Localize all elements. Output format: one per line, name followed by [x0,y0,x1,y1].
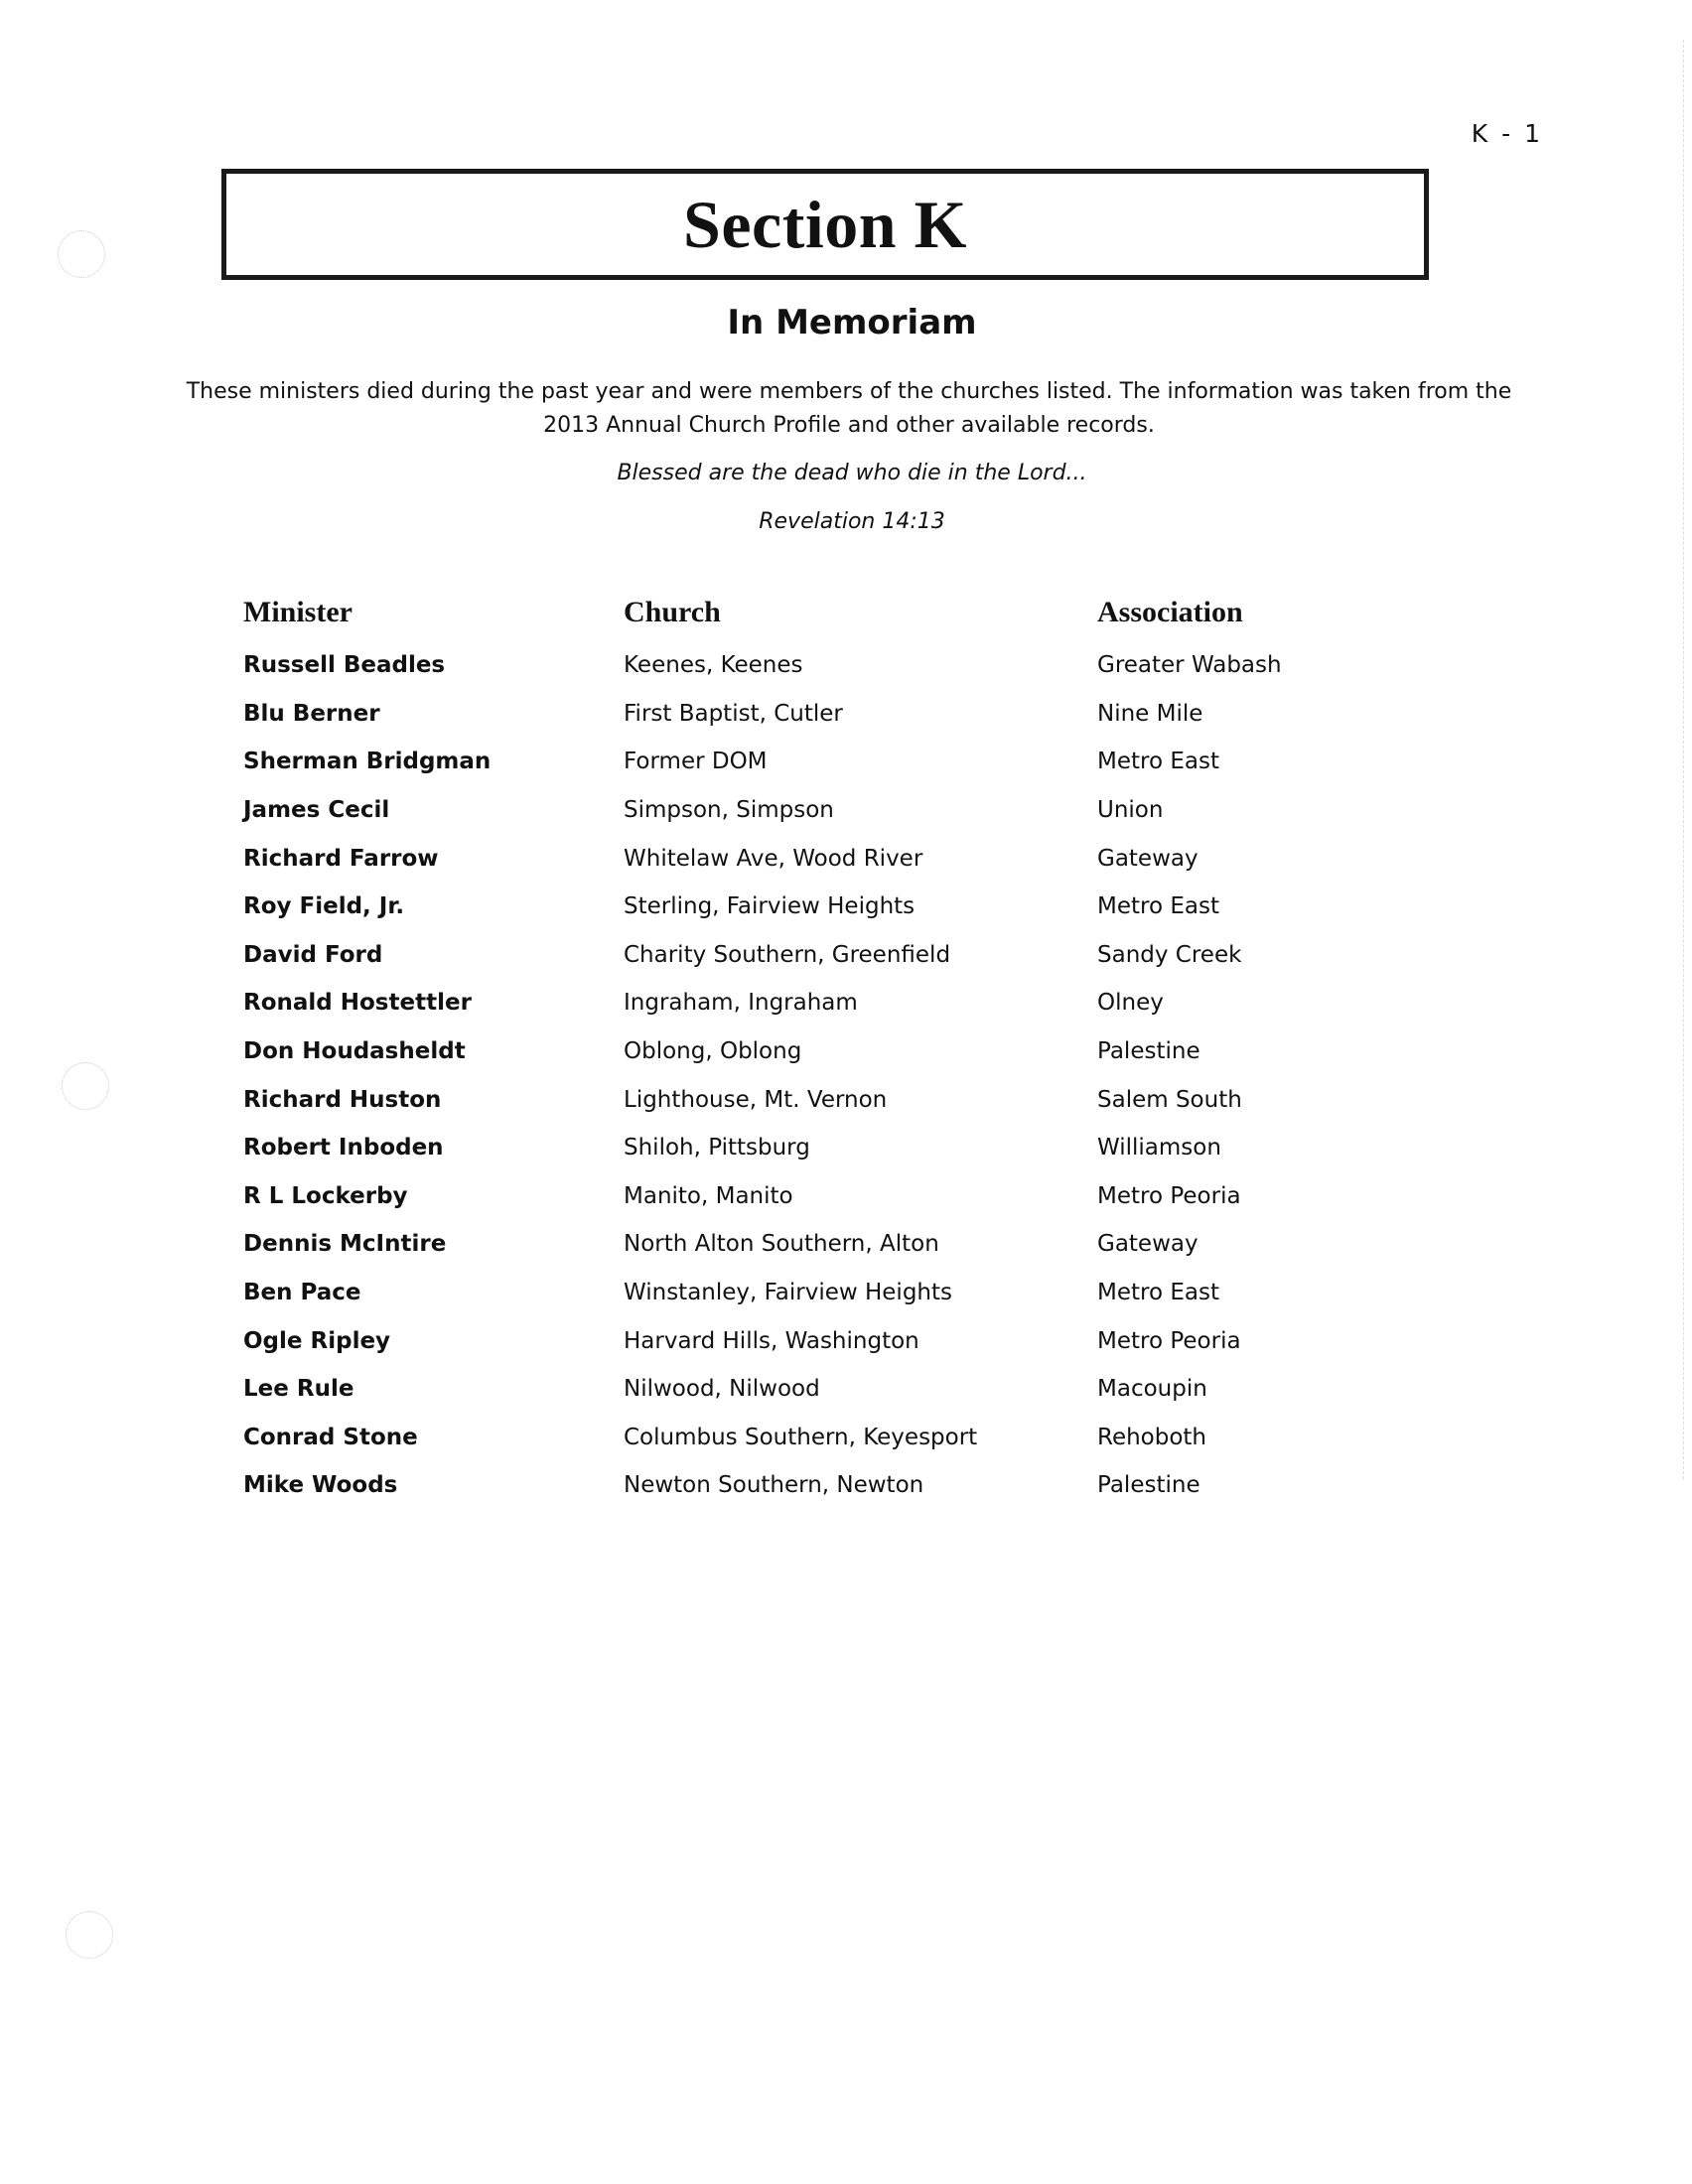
association-name: Palestine [1097,1038,1200,1065]
scan-edge-line [1683,40,1684,1479]
association-name: Williamson [1097,1135,1221,1161]
association-name: Gateway [1097,845,1198,872]
table-row [243,1220,1355,1269]
association-name: Union [1097,797,1164,824]
table-row [243,1365,1355,1414]
minister-name: Ogle Ripley [243,1327,391,1354]
church-name: North Alton Southern, Alton [624,1231,939,1258]
verse-text: Blessed are the dead who die in the Lord... [617,461,1087,485]
church-name: Nilwood, Nilwood [624,1376,820,1403]
church-name: Columbus Southern, Keyesport [624,1424,978,1450]
header-association: Association [1097,596,1243,628]
minister-name: Ronald Hostettler [243,990,472,1017]
minister-name: Dennis McIntire [243,1231,447,1258]
church-name: Keenes, Keenes [624,652,803,679]
page-number: K - 1 [1471,119,1543,148]
table-body [243,641,1355,1510]
minister-name: David Ford [243,941,383,968]
association-name: Sandy Creek [1097,941,1242,968]
minister-name: Richard Huston [243,1086,442,1113]
verse-reference: Revelation 14:13 [759,509,945,534]
association-name: Salem South [1097,1086,1242,1113]
minister-name: R L Lockerby [243,1182,408,1209]
association-name: Metro Peoria [1097,1182,1241,1209]
minister-name: James Cecil [243,797,390,824]
association-name: Metro East [1097,893,1219,920]
table-row [243,690,1355,739]
minister-name: Conrad Stone [243,1424,418,1450]
header-church: Church [624,596,721,628]
table-row [243,1075,1355,1124]
minister-name: Don Houdasheldt [243,1038,466,1065]
minister-name: Blu Berner [243,700,380,727]
association-name: Palestine [1097,1472,1200,1499]
table-row [243,979,1355,1027]
table-row [243,641,1355,690]
association-name: Greater Wabash [1097,652,1282,679]
minister-name: Sherman Bridgman [243,749,492,775]
memorial-table [243,586,1355,1510]
association-name: Nine Mile [1097,700,1203,727]
church-name: Sterling, Fairview Heights [624,893,916,920]
table-row [243,738,1355,786]
table-row [243,1461,1355,1510]
hole-punch-mark-middle [62,1062,109,1110]
minister-name: Mike Woods [243,1472,398,1499]
church-name: Manito, Manito [624,1182,793,1209]
intro-paragraph: These ministers died during the past year and were members of the churches listed. The information was taken from the 2013 Annual Church Profile and other available records. [186,379,1512,438]
church-name: Oblong, Oblong [624,1038,802,1065]
section-title-box [221,169,1429,280]
church-name: Whitelaw Ave, Wood River [624,845,923,872]
association-name: Metro Peoria [1097,1327,1241,1354]
table-header-row [243,586,1355,629]
association-name: Metro East [1097,749,1219,775]
church-name: First Baptist, Cutler [624,700,843,727]
table-row [243,834,1355,883]
minister-name: Richard Farrow [243,845,439,872]
church-name: Ingraham, Ingraham [624,990,858,1017]
church-name: Newton Southern, Newton [624,1472,924,1499]
minister-name: Roy Field, Jr. [243,893,405,920]
minister-name: Russell Beadles [243,652,446,679]
church-name: Lighthouse, Mt. Vernon [624,1086,888,1113]
association-name: Olney [1097,990,1164,1017]
church-name: Harvard Hills, Washington [624,1327,919,1354]
church-name: Former DOM [624,749,768,775]
table-row [243,1414,1355,1462]
table-row [243,786,1355,835]
association-name: Gateway [1097,1231,1198,1258]
table-row [243,1316,1355,1365]
hole-punch-mark-top [58,230,105,278]
table-row [243,883,1355,931]
association-name: Macoupin [1097,1376,1207,1403]
church-name: Simpson, Simpson [624,797,834,824]
section-title: Section K [683,186,967,262]
minister-name: Lee Rule [243,1376,354,1403]
association-name: Metro East [1097,1280,1219,1306]
church-name: Winstanley, Fairview Heights [624,1280,952,1306]
table-row [243,1269,1355,1317]
church-name: Charity Southern, Greenfield [624,941,951,968]
subtitle: In Memoriam [727,303,977,342]
table-row [243,931,1355,980]
minister-name: Robert Inboden [243,1135,444,1161]
hole-punch-mark-bottom [66,1911,113,1959]
header-minister: Minister [243,596,352,628]
minister-name: Ben Pace [243,1280,361,1306]
church-name: Shiloh, Pittsburg [624,1135,810,1161]
table-row [243,1027,1355,1076]
association-name: Rehoboth [1097,1424,1207,1450]
table-row [243,1124,1355,1172]
table-row [243,1172,1355,1221]
